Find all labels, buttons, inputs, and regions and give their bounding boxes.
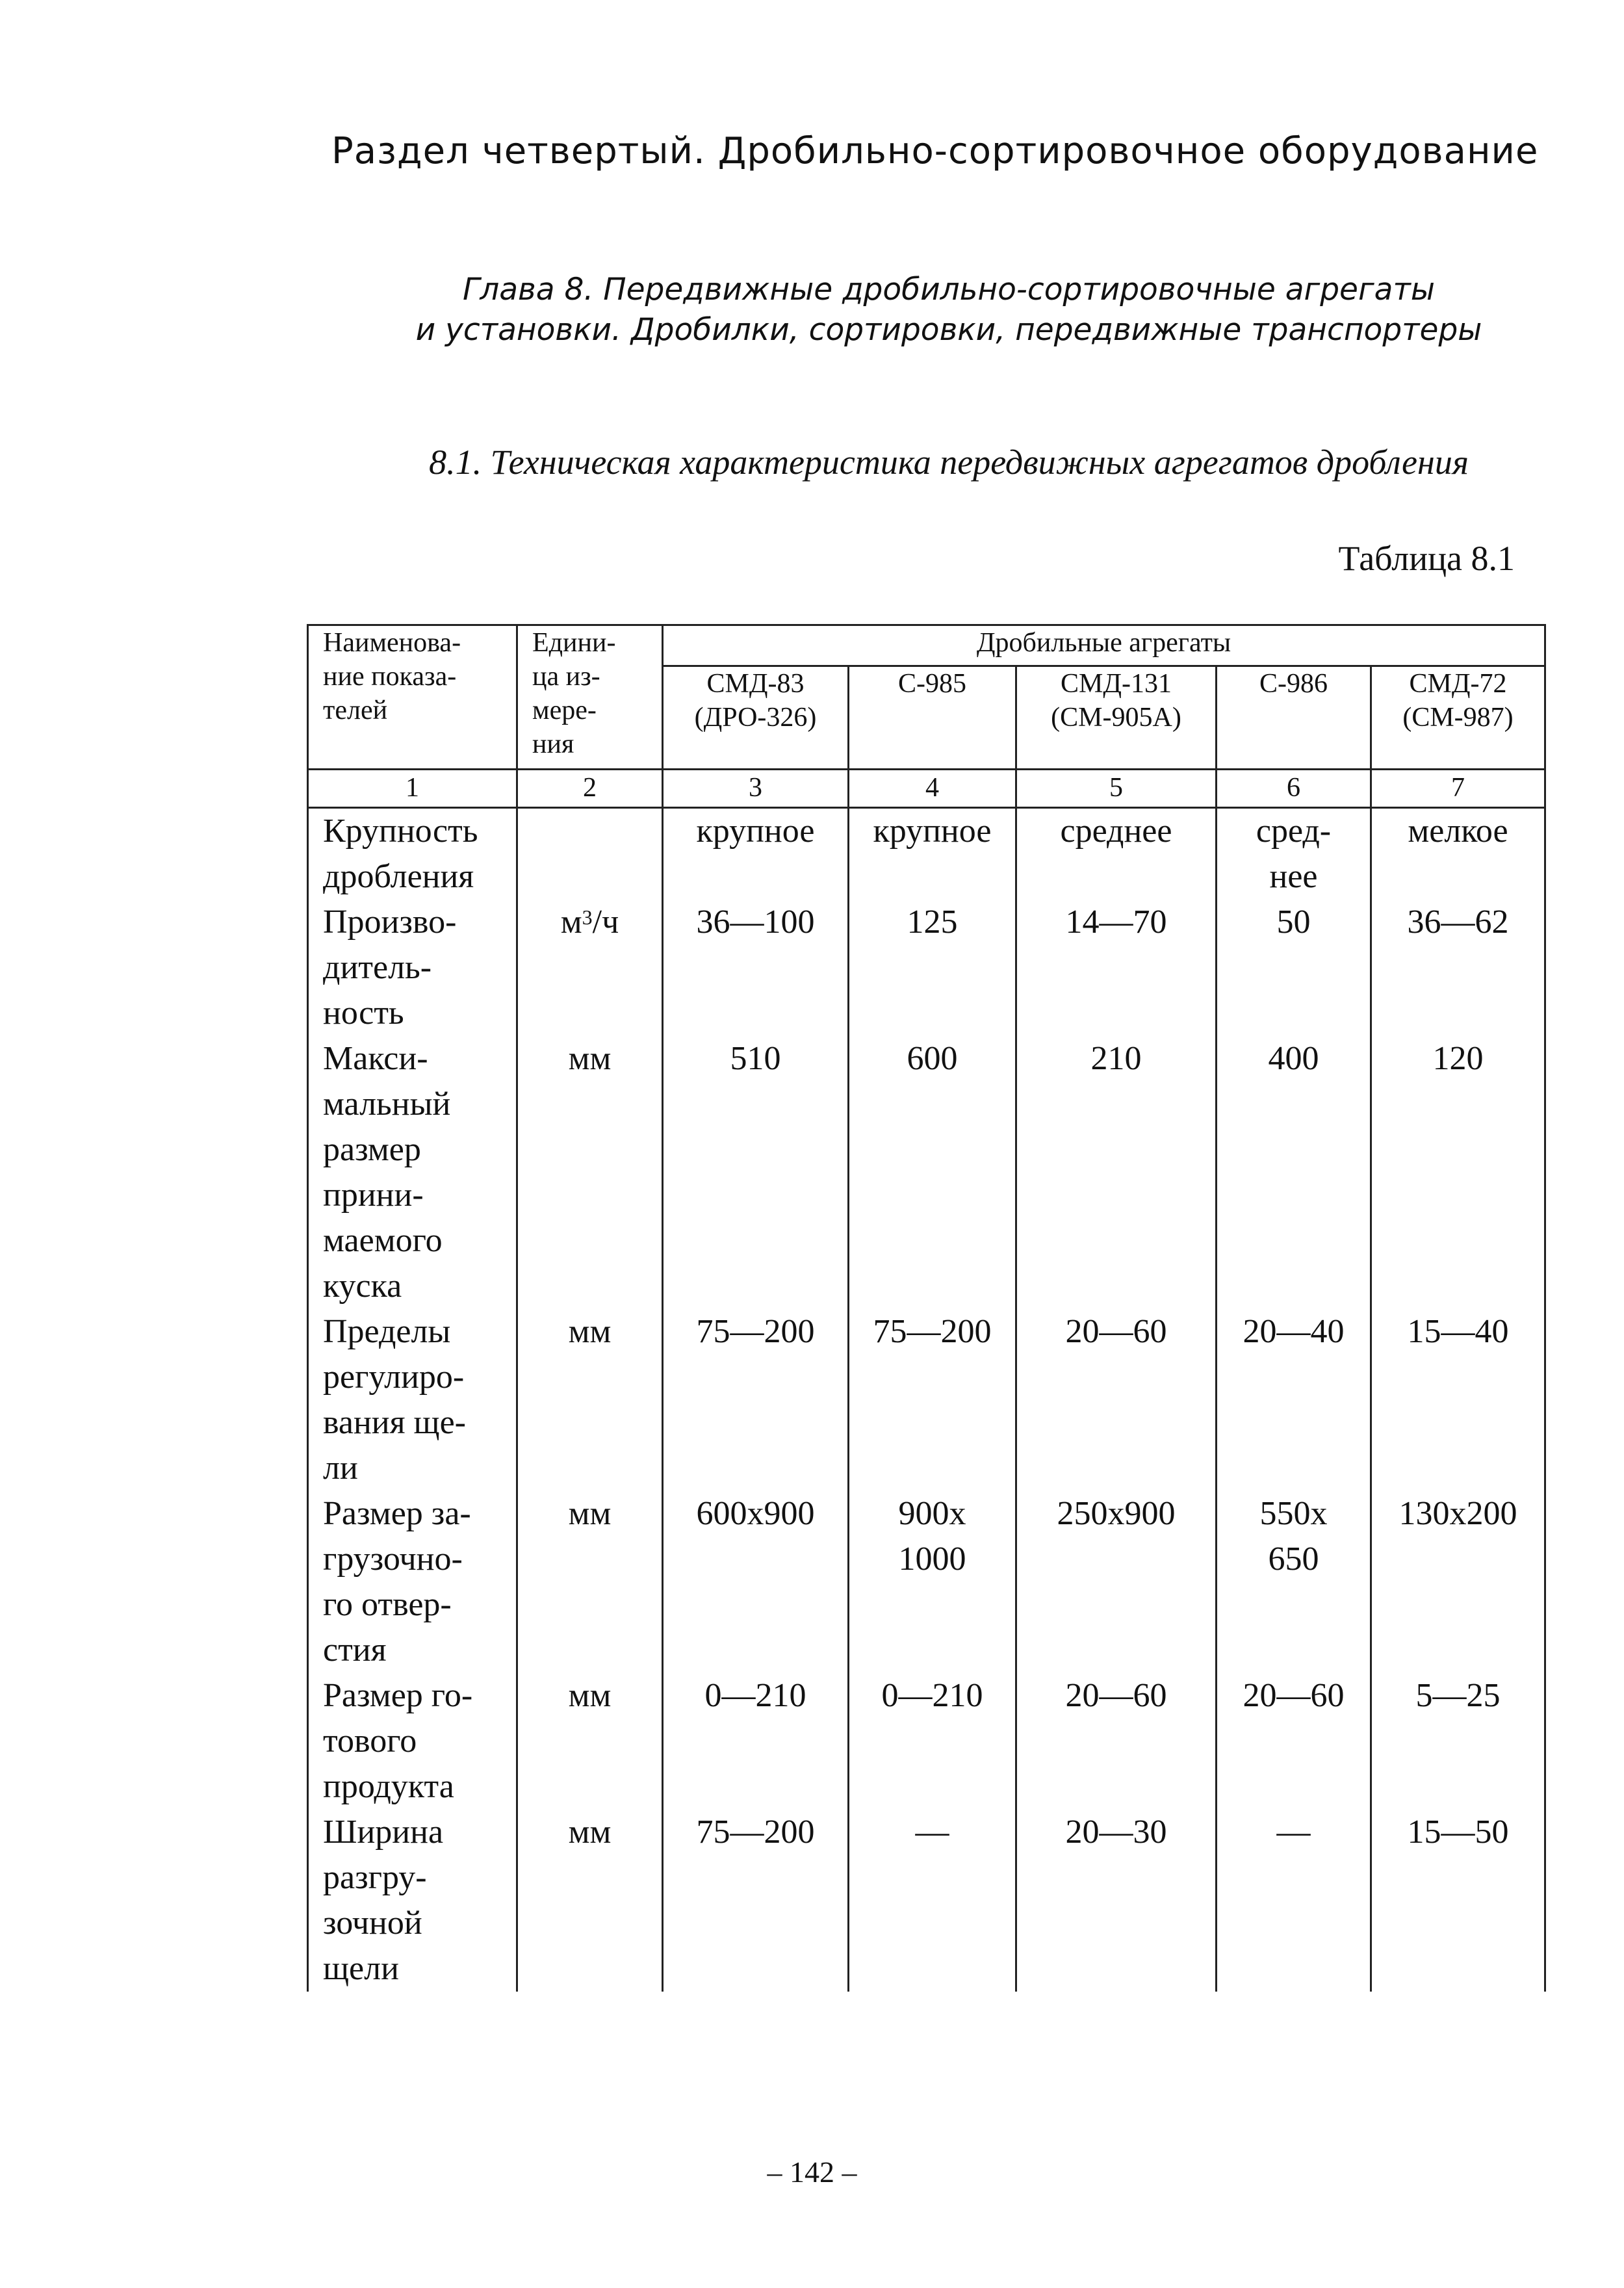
- header-unit: Едини- ца из- мере- ния: [517, 625, 663, 770]
- row-value: 130x200: [1371, 1491, 1545, 1673]
- row-value: 36—62: [1371, 900, 1545, 1036]
- header-model-smd-83: СМД-83 (ДРО-326): [663, 666, 849, 770]
- table-row: [308, 1309, 1545, 1491]
- table-row: [308, 808, 1545, 900]
- row-value: 20—60: [1016, 1309, 1217, 1491]
- row-value: 600: [849, 1036, 1016, 1309]
- chapter-title: [338, 270, 1560, 350]
- row-indicator-name: Крупность дробления: [308, 808, 517, 900]
- row-value: 210: [1016, 1036, 1217, 1309]
- table-row: [308, 1036, 1545, 1309]
- row-value: мелкое: [1371, 808, 1545, 900]
- row-unit: $м^3/ч$: [517, 900, 663, 1036]
- row-value: 120: [1371, 1036, 1545, 1309]
- table-row: [308, 1491, 1545, 1673]
- header-model-s-986: С-986: [1217, 666, 1371, 770]
- row-value: 15—40: [1371, 1309, 1545, 1491]
- row-value: 125: [849, 900, 1016, 1036]
- chapter-title-line-2: и установки. Дробилки, сортировки, передвижные транспортеры: [415, 312, 1482, 348]
- table-label: Таблица 8.1: [1338, 539, 1515, 578]
- header-model-smd-131: СМД-131 (СМ-905А): [1016, 666, 1217, 770]
- row-value: 50: [1217, 900, 1371, 1036]
- row-value: крупное: [663, 808, 849, 900]
- row-value: крупное: [849, 808, 1016, 900]
- specs-table: [307, 624, 1546, 1992]
- row-unit: [517, 808, 663, 900]
- column-number: 4: [849, 770, 1016, 808]
- row-unit: мм: [517, 1309, 663, 1491]
- row-value: 600x900: [663, 1491, 849, 1673]
- row-value: 0—210: [849, 1673, 1016, 1810]
- row-unit: мм: [517, 1810, 663, 1992]
- row-value: 900x 1000: [849, 1491, 1016, 1673]
- header-model-s-985: С-985: [849, 666, 1016, 770]
- row-indicator-name: Макси- мальный размер прини- маемого куска: [308, 1036, 517, 1309]
- row-value: 36—100: [663, 900, 849, 1036]
- row-value: 75—200: [663, 1810, 849, 1992]
- row-value: 20—40: [1217, 1309, 1371, 1491]
- row-value: 0—210: [663, 1673, 849, 1810]
- row-value: 75—200: [663, 1309, 849, 1491]
- column-number: 1: [308, 770, 517, 808]
- row-value: 15—50: [1371, 1810, 1545, 1992]
- column-number: 5: [1016, 770, 1217, 808]
- row-value: 5—25: [1371, 1673, 1545, 1810]
- row-value: 20—30: [1016, 1810, 1217, 1992]
- chapter-title-line-1: Глава 8. Передвижные дробильно-сортировочные агрегаты: [463, 272, 1435, 307]
- row-value: 20—60: [1217, 1673, 1371, 1810]
- row-indicator-name: Ширина разгру- зочной щели: [308, 1810, 517, 1992]
- column-number: 6: [1217, 770, 1371, 808]
- row-unit: мм: [517, 1673, 663, 1810]
- row-value: 400: [1217, 1036, 1371, 1309]
- row-unit: мм: [517, 1036, 663, 1309]
- row-value: —: [849, 1810, 1016, 1992]
- row-value: 14—70: [1016, 900, 1217, 1036]
- row-unit: мм: [517, 1491, 663, 1673]
- header-indicator-name: Наименова- ние показа- телей: [308, 625, 517, 770]
- row-indicator-name: Размер го- тового продукта: [308, 1673, 517, 1810]
- table-row: [308, 1673, 1545, 1810]
- header-crusher-group: Дробильные агрегаты: [663, 625, 1545, 666]
- row-value: сред- нее: [1217, 808, 1371, 900]
- section-title: Раздел четвертый. Дробильно-сортировочное оборудование: [331, 130, 1539, 172]
- subsection-title: 8.1. Техническая характеристика передвижных агрегатов дробления: [429, 443, 1469, 482]
- column-number: 7: [1371, 770, 1545, 808]
- table-row: [308, 900, 1545, 1036]
- row-indicator-name: Пределы регулиро- вания ще- ли: [308, 1309, 517, 1491]
- row-indicator-name: Размер за- грузочно- го отвер- стия: [308, 1491, 517, 1673]
- table-row: [308, 1810, 1545, 1992]
- page-number: – 142 –: [767, 2155, 857, 2189]
- row-value: 250x900: [1016, 1491, 1217, 1673]
- table-body: [308, 808, 1545, 1992]
- row-value: 20—60: [1016, 1673, 1217, 1810]
- row-value: среднее: [1016, 808, 1217, 900]
- header-model-smd-72: СМД-72 (СМ-987): [1371, 666, 1545, 770]
- row-value: 550x 650: [1217, 1491, 1371, 1673]
- column-number: 3: [663, 770, 849, 808]
- column-number: 2: [517, 770, 663, 808]
- row-value: —: [1217, 1810, 1371, 1992]
- row-indicator-name: Произво- дитель- ность: [308, 900, 517, 1036]
- row-value: 510: [663, 1036, 849, 1309]
- row-value: 75—200: [849, 1309, 1016, 1491]
